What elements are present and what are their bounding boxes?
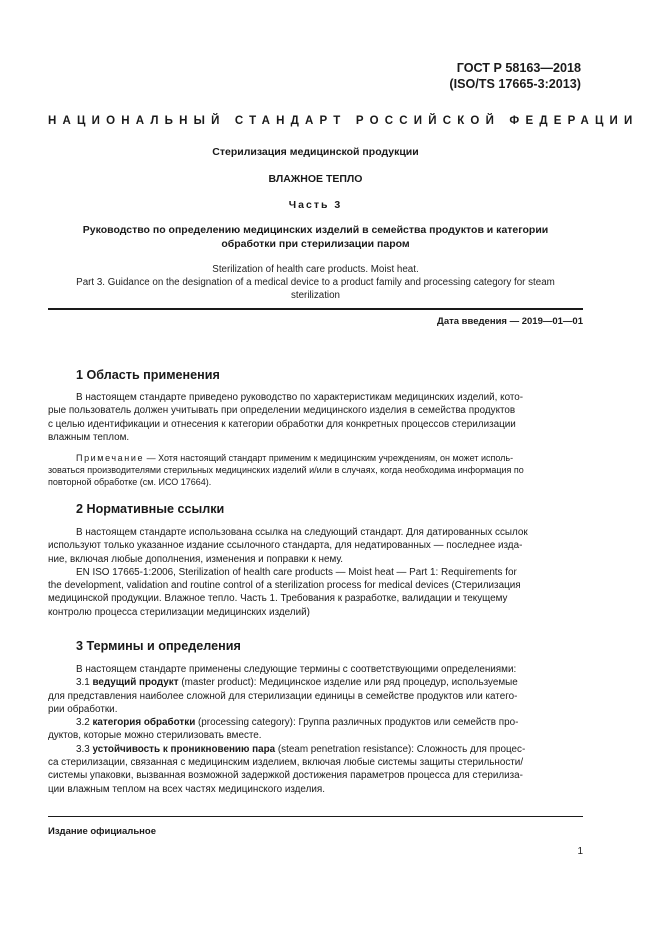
text-line: EN ISO 17665-1:2006, Sterilization of health care products — Moist heat — Part 1: Requirements for (76, 566, 517, 578)
text-line: В настоящем стандарте применены следующие термины с соответствующими определениями: (76, 664, 517, 675)
title-ru-line: Руководство по определению медицинских изделий в семейства продуктов и категории (82, 224, 549, 236)
text-line: са стерилизации, связанная с медицинским изделием, включая любые системы защиты стерильности/ (48, 757, 524, 769)
scope-paragraph (48, 391, 583, 444)
title-subject: ВЛАЖНОЕ ТЕПЛО (268, 173, 363, 185)
note-text: — Хотя настоящий стандарт применим к медицинским учреждениям, он может исполь- (144, 453, 514, 463)
title-series: Стерилизация медицинской продукции (212, 146, 419, 158)
national-standard-banner: НАЦИОНАЛЬНЫЙ СТАНДАРТ РОССИЙСКОЙ ФЕДЕРАЦИИ (48, 115, 639, 127)
text-line: ции влажным теплом на всех частях медицинского изделия. (48, 783, 325, 795)
section-heading-terms: 3 Термины и определения (76, 639, 241, 653)
terms-paragraph (48, 663, 583, 796)
page-number: 1 (577, 846, 583, 857)
note-label: Примечание (76, 453, 145, 463)
text-line: В настоящем стандарте приведено руководство по характеристикам медицинских изделий, кото- (76, 392, 524, 403)
term-number: 3.3 (76, 743, 93, 755)
term-number: 3.2 (76, 717, 93, 729)
text-line: В настоящем стандарте использована ссылка на следующий стандарт. Для датированных ссылок (76, 527, 528, 538)
text-line: влажным теплом. (48, 431, 130, 443)
text-line: зоваться производителями стерильных медицинских изделий и/или в случаях, когда необходима информация по (48, 465, 524, 475)
text-line: ние, включая любые дополнения, изменения и поправки к нему. (48, 553, 344, 565)
text-line: повторной обработке (см. ИСО 17664). (48, 477, 212, 487)
term-master-product: ведущий продукт (92, 677, 179, 689)
text-line: рые пользователь должен учитывать при определении медицинского изделия в семейства продуктов (48, 405, 516, 417)
text-line: дуктов, которые можно стерилизовать вместе. (48, 730, 262, 742)
term-line (48, 676, 583, 689)
title-en-line: sterilization (290, 290, 340, 301)
gost-number: ГОСТ Р 58163—2018 (456, 61, 581, 75)
term-steam-penetration-resistance: устойчивость к проникновению пара (92, 743, 276, 755)
term-line (48, 716, 583, 729)
text-line: используют только указанное издание ссылочного стандарта, для недатированных — последнее изда- (48, 540, 523, 552)
term-text: (processing category): Группа различных продуктов или семейств про- (195, 717, 519, 729)
standard-designation (449, 60, 581, 92)
title-part: Часть 3 (288, 199, 343, 211)
text-line: the development, validation and routine control of a sterilization process for medical devices (Стерилизация (48, 580, 521, 592)
text-line: контролю процесса стерилизации медицинских изделий) (48, 606, 310, 618)
section-heading-references: 2 Нормативные ссылки (76, 502, 225, 516)
term-text: (steam penetration resistance): Сложность для процес- (275, 743, 526, 755)
title-ru-line: обработки при стерилизации паром (221, 238, 410, 250)
title-english (48, 263, 583, 302)
title-divider (48, 308, 583, 310)
text-line: для представления наиболее сложной для стерилизации единицы в семействе продуктов или катего- (48, 690, 518, 702)
term-text: (master product): Медицинское изделие или ряд процедур, используемые (178, 677, 518, 689)
iso-number: (ISO/TS 17665-3:2013) (449, 77, 581, 91)
text-line (48, 452, 583, 464)
introduction-date: Дата введения — 2019—01—01 (437, 316, 583, 327)
text-line: медицинской продукции. Влажное тепло. Часть 1. Требования к разработке, валидации и текущему (48, 593, 508, 605)
scope-note (48, 452, 583, 488)
title-en-line: Part 3. Guidance on the designation of a medical device to a product family and processing category for steam (76, 277, 555, 288)
text-line: с целью идентификации и отнесения к категории обработки для конкретных процессов стерилизации (48, 418, 516, 430)
title-russian (48, 223, 583, 251)
term-number: 3.1 (76, 677, 93, 689)
references-paragraph (48, 526, 583, 619)
text-line: рии обработки. (48, 703, 118, 715)
title-en-line: Sterilization of health care products. Moist heat. (212, 264, 419, 275)
term-line (48, 743, 583, 756)
term-processing-category: категория обработки (92, 717, 196, 729)
text-line: системы упаковки, вызванная возможной задержкой достижения параметров процесса для стерилиза- (48, 770, 523, 782)
section-heading-scope: 1 Область применения (76, 368, 220, 382)
footer-divider (48, 816, 583, 817)
official-edition-label: Издание официальное (48, 826, 156, 837)
